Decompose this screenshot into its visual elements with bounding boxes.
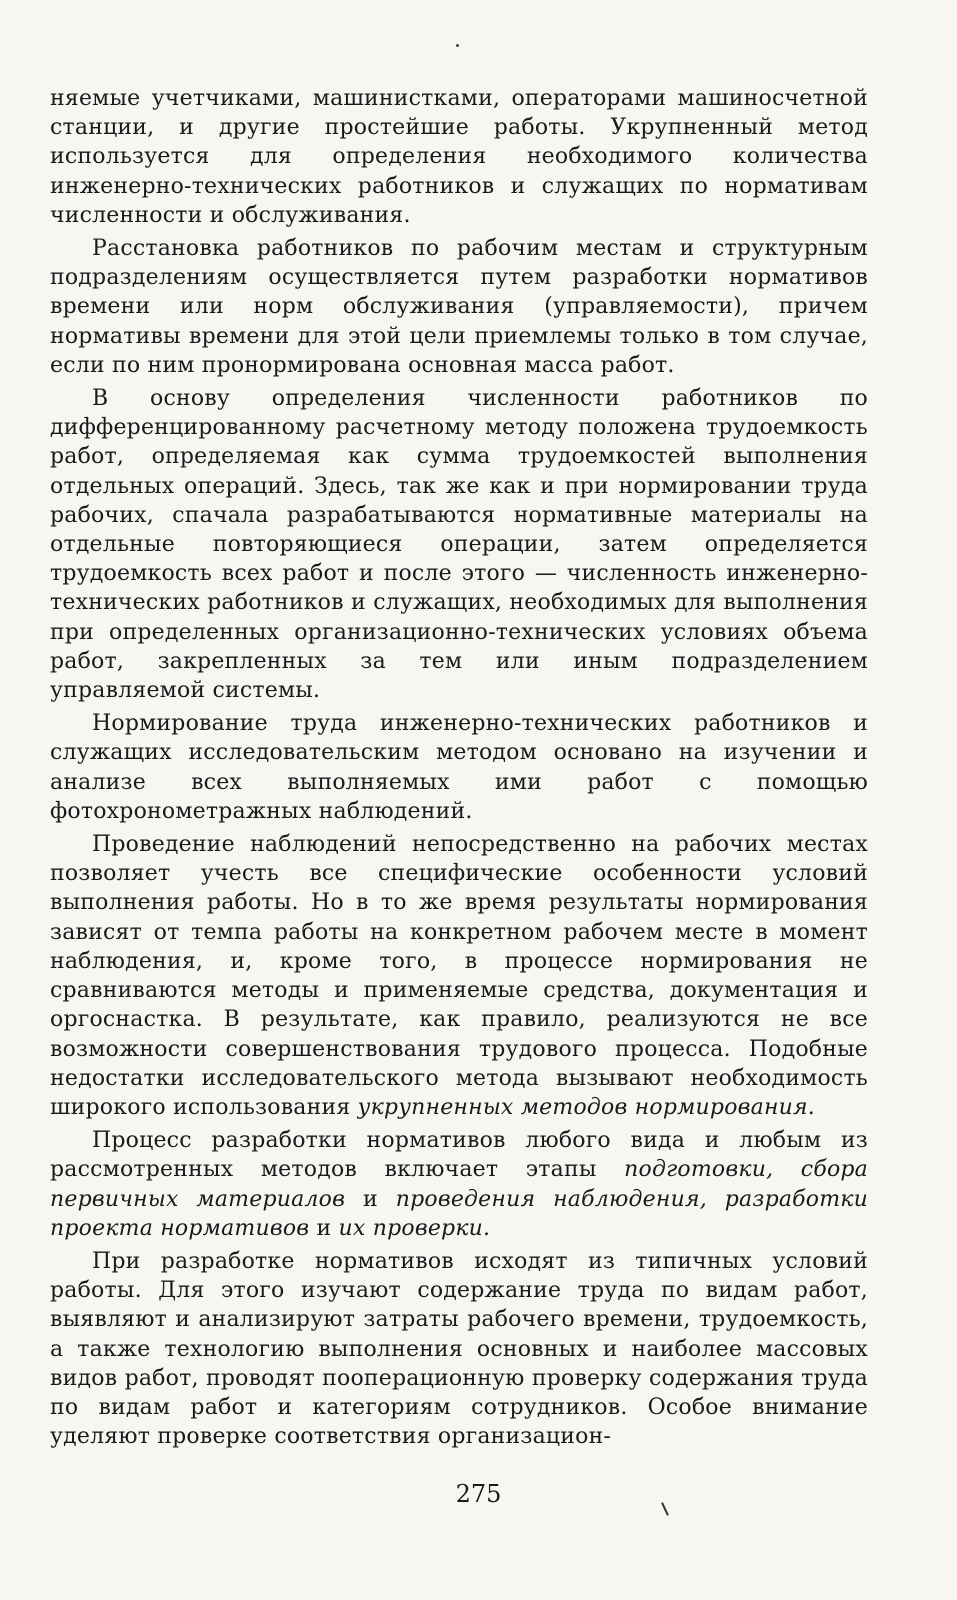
paragraph: [50, 830, 868, 1122]
italic-term: укрупненных методов нормирования.: [357, 1094, 815, 1120]
text-run: Проведение наблюдений непосредственно на рабочих местах позволяет учесть все специфические особенности условий выполнения работы. Но в то же время результаты нормирования зависят от темпа работы на конкретном рабочем месте в момент наблюдения, и, кроме того, в процессе нормирования не сравниваются методы и применяемые средства, документация и оргоснастка. В результате, как правило, реализуются не все возможности совершенствования трудового процесса. Подобные недостатки исследовательского метода вызывают необходимость широкого использования: [50, 832, 868, 1120]
text-run: няемые учетчиками, машинистками, операторами машиносчетной станции, и другие простейшие работы. Укрупненный метод используется для определения необходимого количества инженерно-технических работников и служащих по нормативам численности и обслуживания.: [50, 86, 868, 228]
paragraph: [50, 234, 868, 380]
italic-term: подготовки, сбора первичных материалов: [50, 1157, 868, 1212]
italic-term: их проверки.: [338, 1215, 491, 1241]
paragraph: [50, 1247, 868, 1451]
paragraph: [50, 1126, 868, 1243]
text-run: Расстановка работников по рабочим местам и структурным подразделениям осуществляется путем разработки нормативов времени или норм обслуживания (управляемости), причем нормативы времени для этой цели приемлемы только в том случае, если по ним пронормирована основная масса работ.: [50, 236, 868, 378]
text-run: При разработке нормативов исходят из типичных условий работы. Для этого изучают содержание труда по видам работ, выявляют и анализируют затраты рабочего времени, трудоемкость, а также технологию выполнения основных и наиболее массовых видов работ, проводят пооперационную проверку содержания труда по видам работ и категориям сотрудников. Особое внимание уделяют проверке соответствия организацион-: [50, 1248, 868, 1450]
paragraph: [50, 384, 868, 705]
paragraph: [50, 84, 868, 230]
italic-term: проведения наблюдения, разработки проекта нормативов: [50, 1186, 869, 1241]
paragraph: [50, 709, 868, 826]
page-body: [50, 84, 868, 1455]
text-run: Нормирование труда инженерно-технических работников и служащих исследовательским методом основано на изучении и анализе всех выполняемых ими работ с помощью фотохронометражных наблюдений.: [50, 711, 868, 824]
text-run: и: [309, 1215, 339, 1241]
text-run: Процесс разработки нормативов любого вида и любым из рассмотренных методов включает этапы: [50, 1128, 868, 1183]
text-run: В основу определения численности работников по дифференцированному расчетному методу положена трудоемкость работ, определяемая как сумма трудоемкостей выполнения отдельных операций. Здесь, так же как и при нормировании труда рабочих, спачала разрабатываются нормативные материалы на отдельные повторяющиеся операции, затем определяется трудоемкость всех работ и после этого — численность инженерно-технических работников и служащих, необходимых для выполнения при определенных организационно-технических условиях объема работ, закрепленных за тем или иным подразделением управляемой системы.: [50, 386, 868, 704]
text-run: и: [345, 1186, 396, 1212]
print-speck: [456, 44, 459, 47]
page-number: 275: [455, 1480, 502, 1508]
